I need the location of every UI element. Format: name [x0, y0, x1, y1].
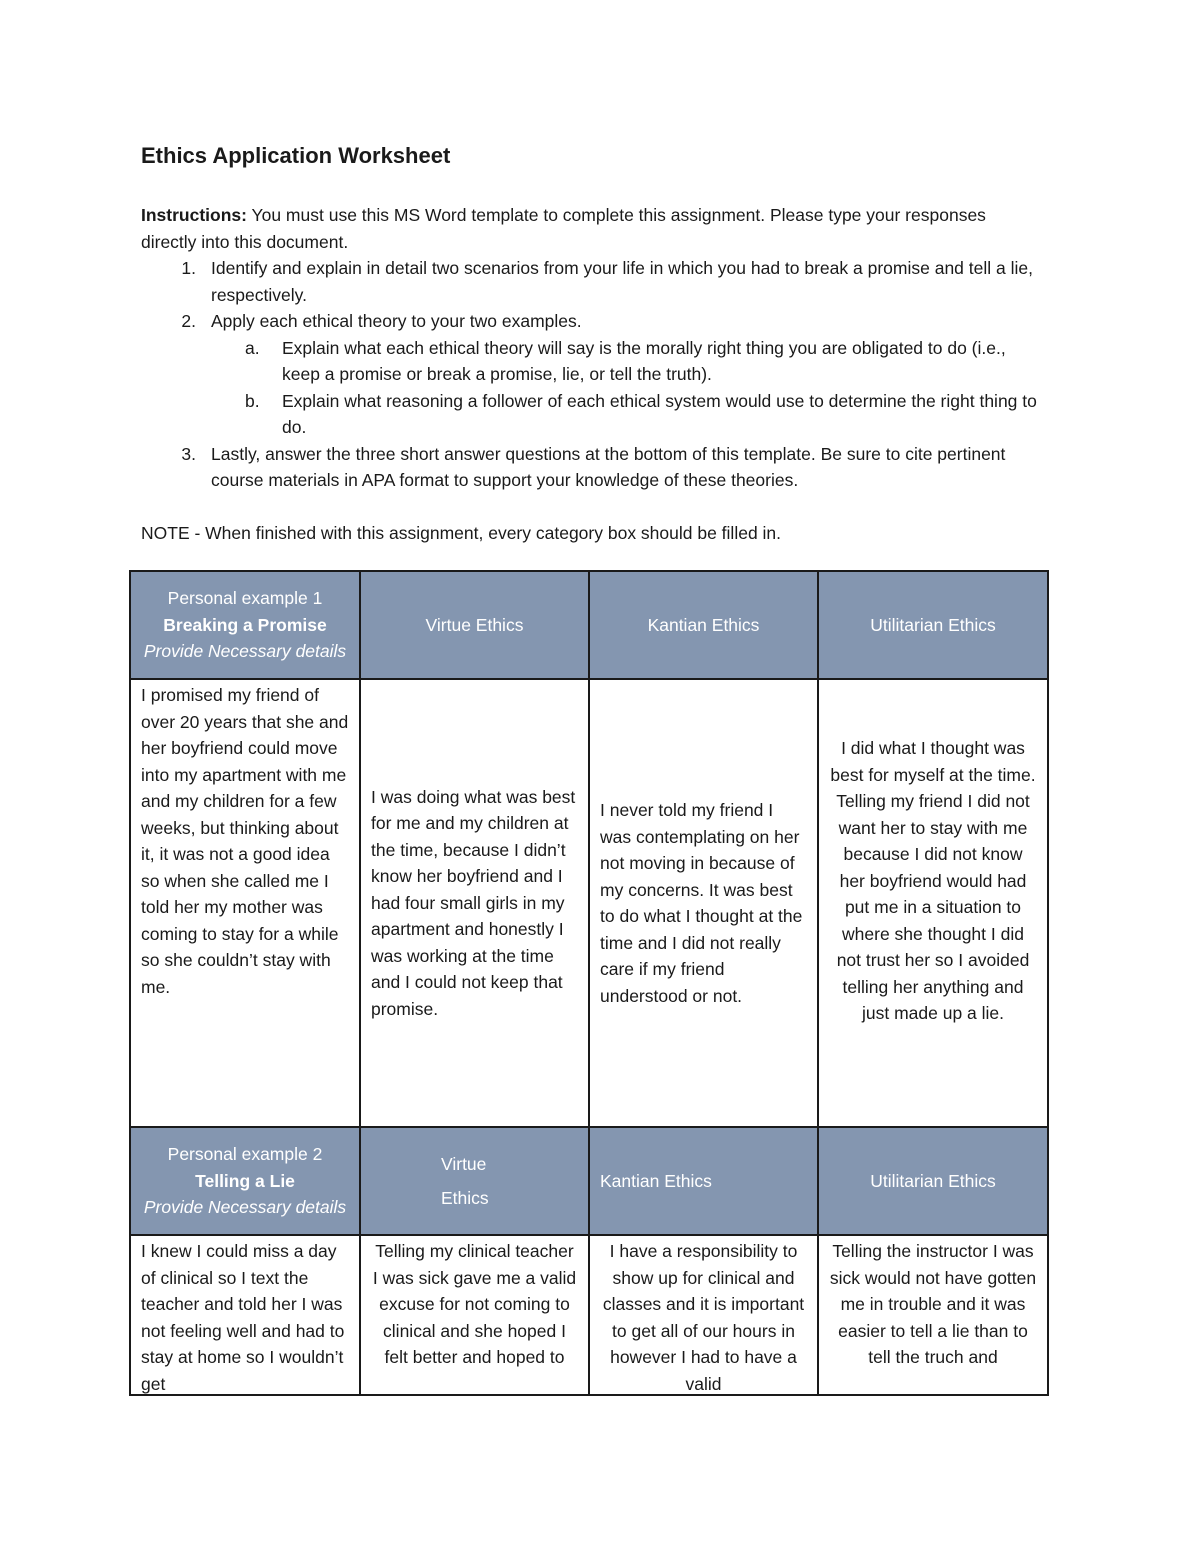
- instructions-label: Instructions:: [141, 205, 247, 225]
- ethics-table: [129, 570, 1049, 1396]
- section1-virtue-header: Virtue Ethics: [360, 571, 589, 679]
- step-1-text: Identify and explain in detail two scenarios from your life in which you had to break a promise and tell a lie, respectively.: [211, 258, 1033, 305]
- section2-example-header: [130, 1127, 360, 1235]
- section2-kantian-cell[interactable]: [589, 1235, 818, 1395]
- section1-example-hint: Provide Necessary details: [143, 641, 347, 662]
- section1-example-title: Breaking a Promise: [163, 614, 327, 635]
- section2-kantian-text: I have a responsibility to show up for clinical and classes and it is important to get all of our hours in however I had to have a valid: [602, 1241, 805, 1394]
- section2-virtue-header: [360, 1127, 589, 1235]
- step-3: [211, 441, 1041, 494]
- section1-example-header: [130, 571, 360, 679]
- section2-utilitarian-cell[interactable]: [818, 1235, 1048, 1395]
- section2-header-row: [130, 1127, 1048, 1235]
- section2-example-label: Personal example 2: [167, 1144, 323, 1165]
- document-title: Ethics Application Worksheet: [141, 143, 451, 168]
- instructions-text: You must use this MS Word template to complete this assignment. Please type your responses directly into this document.: [141, 205, 986, 252]
- section2-example-hint: Provide Necessary details: [143, 1197, 347, 1218]
- section1-body-row: [130, 679, 1048, 1127]
- completion-note: NOTE - When finished with this assignment, every category box should be filled in.: [141, 523, 782, 543]
- instructions-block: [141, 202, 1041, 494]
- section2-utilitarian-header: Utilitarian Ethics: [818, 1127, 1048, 1235]
- instruction-steps: [141, 255, 1041, 494]
- section2-virtue-header-line2: Ethics: [441, 1188, 489, 1208]
- step-2-text: Apply each ethical theory to your two examples.: [211, 311, 582, 331]
- instructions-paragraph: [141, 202, 1041, 255]
- section2-example-title: Telling a Lie: [195, 1170, 295, 1191]
- section2-kantian-header: Kantian Ethics: [589, 1127, 818, 1235]
- substep-a-text: Explain what each ethical theory will say is the morally right thing you are obligated to do (i.e., keep a promise or break a promise, lie, or tell the truth).: [282, 337, 1006, 384]
- section2-utilitarian-text: Telling the instructor I was sick would not have gotten me in trouble and it was easier to tell a lie than to tell the truch and: [829, 1241, 1037, 1367]
- section1-utilitarian-cell[interactable]: I did what I thought was best for myself at the time. Telling my friend I did not want her to stay with me because I did not know her boyfriend would had put me in a situation to where she thought I did not trust her so I avoided telling her anything and just made up a lie.: [818, 679, 1048, 1127]
- substep-b: [282, 388, 1041, 441]
- section2-body-row: [130, 1235, 1048, 1395]
- substep-b-text: Explain what reasoning a follower of each ethical system would use to determine the right thing to do.: [282, 390, 1037, 437]
- section1-kantian-cell[interactable]: I never told my friend I was contemplating on her not moving in because of my concerns. It was best to do what I thought at the time and I did not really care if my friend understood or not.: [589, 679, 818, 1127]
- section2-example-cell[interactable]: [130, 1235, 360, 1395]
- section1-example-cell[interactable]: I promised my friend of over 20 years that she and her boyfriend could move into my apartment with me and my children for a few weeks, but thinking about it, it was not a good idea so when she called me I told her my mother was coming to stay for a while so she couldn’t stay with me.: [130, 679, 360, 1127]
- step-2-substeps: [211, 335, 1041, 441]
- section2-virtue-cell[interactable]: [360, 1235, 589, 1395]
- section2-virtue-text: Telling my clinical teacher I was sick gave me a valid excuse for not coming to clinical and she hoped I felt better and hoped to: [372, 1241, 577, 1367]
- section1-virtue-cell[interactable]: I was doing what was best for me and my children at the time, because I didn’t know her boyfriend and I had four small girls in my apartment and honestly I was working at the time and I could not keep that promise.: [360, 679, 589, 1127]
- section1-header-row: [130, 571, 1048, 679]
- step-1: [211, 255, 1041, 308]
- step-2: [211, 308, 1041, 441]
- section2-virtue-header-line1: Virtue: [441, 1154, 487, 1174]
- section1-example-label: Personal example 1: [167, 588, 323, 609]
- section2-example-text: I knew I could miss a day of clinical so I text the teacher and told her I was not feeling well and had to stay at home so I wouldn’t get: [141, 1241, 345, 1394]
- step-3-text: Lastly, answer the three short answer questions at the bottom of this template. Be sure to cite pertinent course materials in APA format to support your knowledge of these theories.: [211, 443, 1006, 490]
- substep-a: [282, 335, 1041, 388]
- section1-utilitarian-header: Utilitarian Ethics: [818, 571, 1048, 679]
- section1-kantian-header: Kantian Ethics: [589, 571, 818, 679]
